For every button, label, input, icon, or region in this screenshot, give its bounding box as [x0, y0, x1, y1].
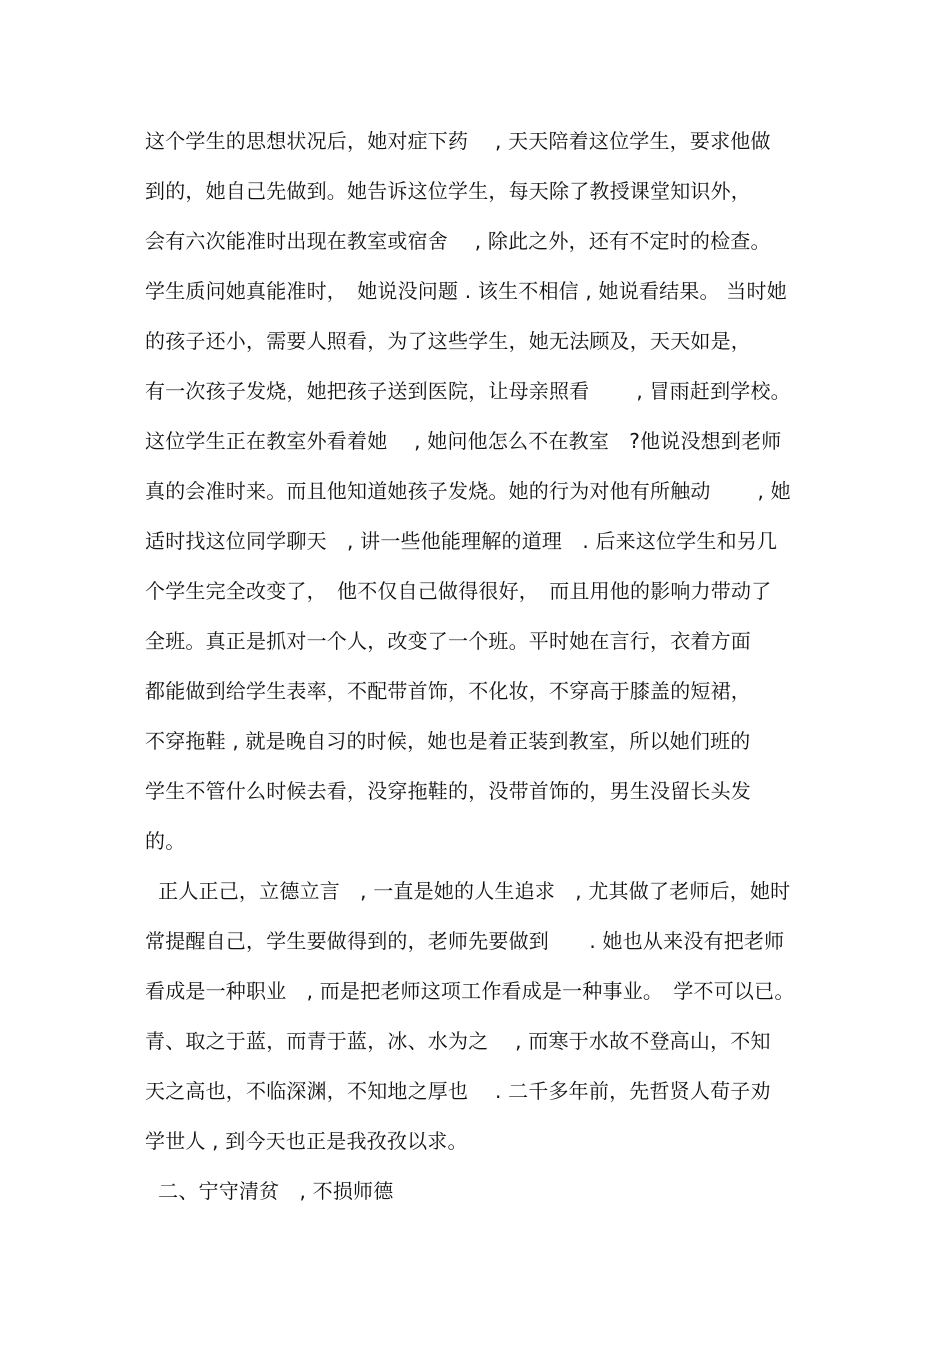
text-line: 这个学生的思想状况后，她对症下药 , 天天陪着这位学生，要求他做	[145, 129, 771, 153]
text-line: 常提醒自己，学生要做得到的，老师先要做到 . 她也从来没有把老师	[145, 929, 785, 953]
text-line: 全班。真正是抓对一个人，改变了一个班。平时她在言行，衣着方面	[145, 629, 751, 653]
text-line: 学世人 , 到今天也正是我孜孜以求。	[145, 1129, 468, 1153]
text-line: 适时找这位同学聊天 , 讲一些他能理解的道理 . 后来这位学生和另几	[145, 529, 778, 553]
text-line: 的孩子还小，需要人照看，为了这些学生，她无法顾及，天天如是，	[145, 329, 751, 353]
text-line: 正人正己，立德立言 , 一直是她的人生追求 , 尤其做了老师后，她时	[145, 879, 791, 903]
text-line: 有一次孩子发烧，她把孩子送到医院，让母亲照看 , 冒雨赶到学校。	[145, 379, 791, 403]
text-line: 都能做到给学生表率，不配带首饰，不化妆，不穿高于膝盖的短裙，	[145, 679, 751, 703]
text-line: 真的会准时来。而且他知道她孩子发烧。她的行为对他有所触动 , 她	[145, 479, 791, 503]
section-heading: 二、宁守清贫 , 不损师德	[145, 1179, 394, 1203]
text-line: 不穿拖鞋 , 就是晚自习的时候，她也是着正装到教室，所以她们班的	[145, 729, 751, 753]
text-line: 青、取之于蓝，而青于蓝，冰、水为之 , 而寒于水故不登高山，不知	[145, 1029, 771, 1053]
text-line: 天之高也，不临深渊，不知地之厚也 . 二千多年前，先哲贤人荀子劝	[145, 1079, 771, 1103]
text-line: 的。	[145, 829, 186, 853]
text-line: 学生质问她真能准时， 她说没问题 . 该生不相信 , 她说看结果。 当时她	[145, 279, 787, 303]
text-line: 会有六次能准时出现在教室或宿舍 , 除此之外，还有不定时的检查。	[145, 229, 771, 253]
text-line: 学生不管什么时候去看，没穿拖鞋的，没带首饰的，男生没留长头发	[145, 779, 751, 803]
text-line: 到的，她自己先做到。她告诉这位学生，每天除了教授课堂知识外，	[145, 179, 751, 203]
text-line: 个学生完全改变了， 他不仅自己做得很好， 而且用他的影响力带动了	[145, 579, 772, 603]
text-line: 看成是一种职业 , 而是把老师这项工作看成是一种事业。 学不可以已。	[145, 979, 795, 1003]
text-line: 这位学生正在教室外看着她 , 她问他怎么不在教室 ?他说没想到老师	[145, 429, 782, 453]
